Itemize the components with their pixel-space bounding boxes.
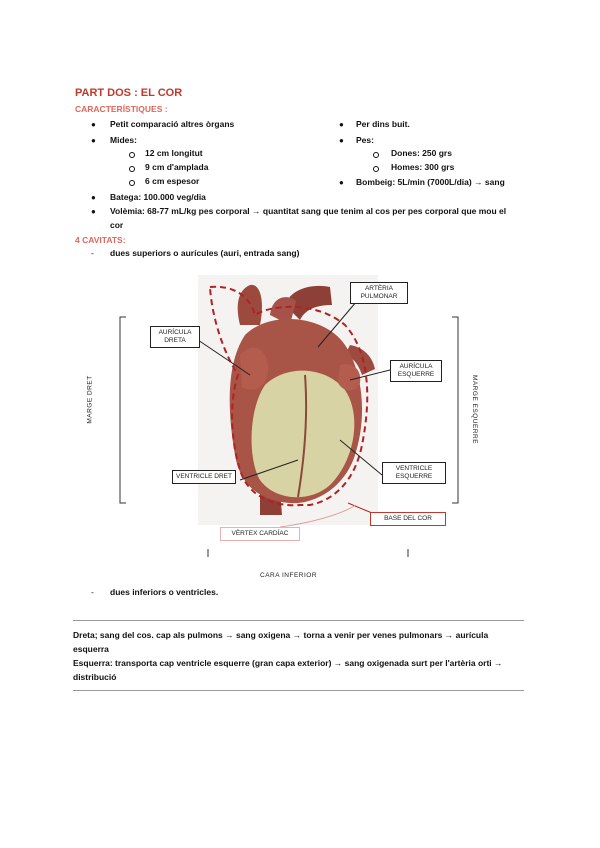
dash-marker: - bbox=[91, 248, 94, 258]
sub-list-item: 6 cm espesor bbox=[145, 176, 200, 186]
label-ventricle-dret: VENTRICLE DRET bbox=[172, 470, 236, 484]
list-item: Mides: bbox=[110, 135, 137, 145]
page-title: PART DOS : EL COR bbox=[75, 87, 183, 99]
divider-bottom bbox=[73, 690, 524, 691]
paragraph-esquerra: Esquerra: transporta cap ventricle esquerre (gran capa exterior) → sang oxigenada surt per l'artèria orti → bbox=[73, 658, 503, 668]
bullet-dot: ● bbox=[91, 193, 96, 202]
sub-list-item: Dones: 250 grs bbox=[391, 148, 452, 158]
bullet-dot: ● bbox=[91, 136, 96, 145]
list-item-continuation: cor bbox=[110, 220, 124, 230]
bullet-dot: ● bbox=[91, 207, 96, 216]
sub-list-item: 9 cm d'amplada bbox=[145, 162, 209, 172]
sub-bullet bbox=[129, 180, 135, 186]
sub-bullet bbox=[129, 166, 135, 172]
bullet-dot: ● bbox=[339, 178, 344, 187]
label-base-del-cor: BASE DEL COR bbox=[370, 512, 446, 526]
sub-list-item: 12 cm longitut bbox=[145, 148, 203, 158]
sub-bullet bbox=[373, 166, 379, 172]
sub-bullet bbox=[373, 152, 379, 158]
paragraph-dreta-continued: esquerra bbox=[73, 644, 109, 654]
list-item: Bombeig: 5L/min (7000L/dia) → sang bbox=[356, 177, 505, 187]
heart-diagram bbox=[100, 265, 500, 585]
bottom-bracket bbox=[208, 549, 408, 557]
cavitats-heading: 4 CAVITATS: bbox=[75, 235, 126, 245]
list-item: Batega: 100.000 veg/dia bbox=[110, 192, 206, 202]
label-auricula-esquerre: AURÍCULA ESQUERRE bbox=[390, 360, 442, 382]
sub-list-item: Homes: 300 grs bbox=[391, 162, 455, 172]
list-item: Per dins buit. bbox=[356, 119, 410, 129]
bullet-dot: ● bbox=[339, 136, 344, 145]
bullet-dot: ● bbox=[339, 120, 344, 129]
label-auricula-dreta: AURÍCULA DRETA bbox=[150, 326, 200, 348]
bullet-dot: ● bbox=[91, 120, 96, 129]
label-marge-dret: MARGE DRET bbox=[86, 375, 94, 424]
label-arteria-pulmonar: ARTÈRIA PULMONAR bbox=[350, 282, 408, 304]
list-item: Pes: bbox=[356, 135, 374, 145]
right-bracket bbox=[452, 317, 458, 503]
label-cara-inferior: CARA INFERIOR bbox=[260, 572, 318, 579]
dash-marker: - bbox=[91, 587, 94, 597]
characteristics-heading: CARACTERÍSTIQUES : bbox=[75, 104, 168, 114]
label-ventricle-esquerre: VENTRICLE ESQUERRE bbox=[382, 462, 446, 484]
divider-top bbox=[73, 620, 524, 621]
label-marge-esquerre: MARGE ESQUERRE bbox=[471, 374, 479, 445]
list-item: dues inferiors o ventricles. bbox=[110, 587, 219, 597]
label-vertex-cardiac: VÈRTEX CARDÍAC bbox=[220, 527, 300, 541]
sub-bullet bbox=[129, 152, 135, 158]
list-item: Volèmia: 68-77 mL/kg pes corporal → quantitat sang que tenim al cos per pes corporal que mou el bbox=[110, 206, 507, 216]
paragraph-dreta: Dreta; sang del cos. cap als pulmons → sang oxigena → torna a venir per venes pulmonars → aurícula bbox=[73, 630, 489, 640]
list-item: Petit comparació altres òrgans bbox=[110, 119, 235, 129]
left-bracket bbox=[120, 317, 126, 503]
list-item: dues superiors o aurícules (auri, entrada sang) bbox=[110, 248, 300, 258]
paragraph-esquerra-continued: distribució bbox=[73, 672, 117, 682]
